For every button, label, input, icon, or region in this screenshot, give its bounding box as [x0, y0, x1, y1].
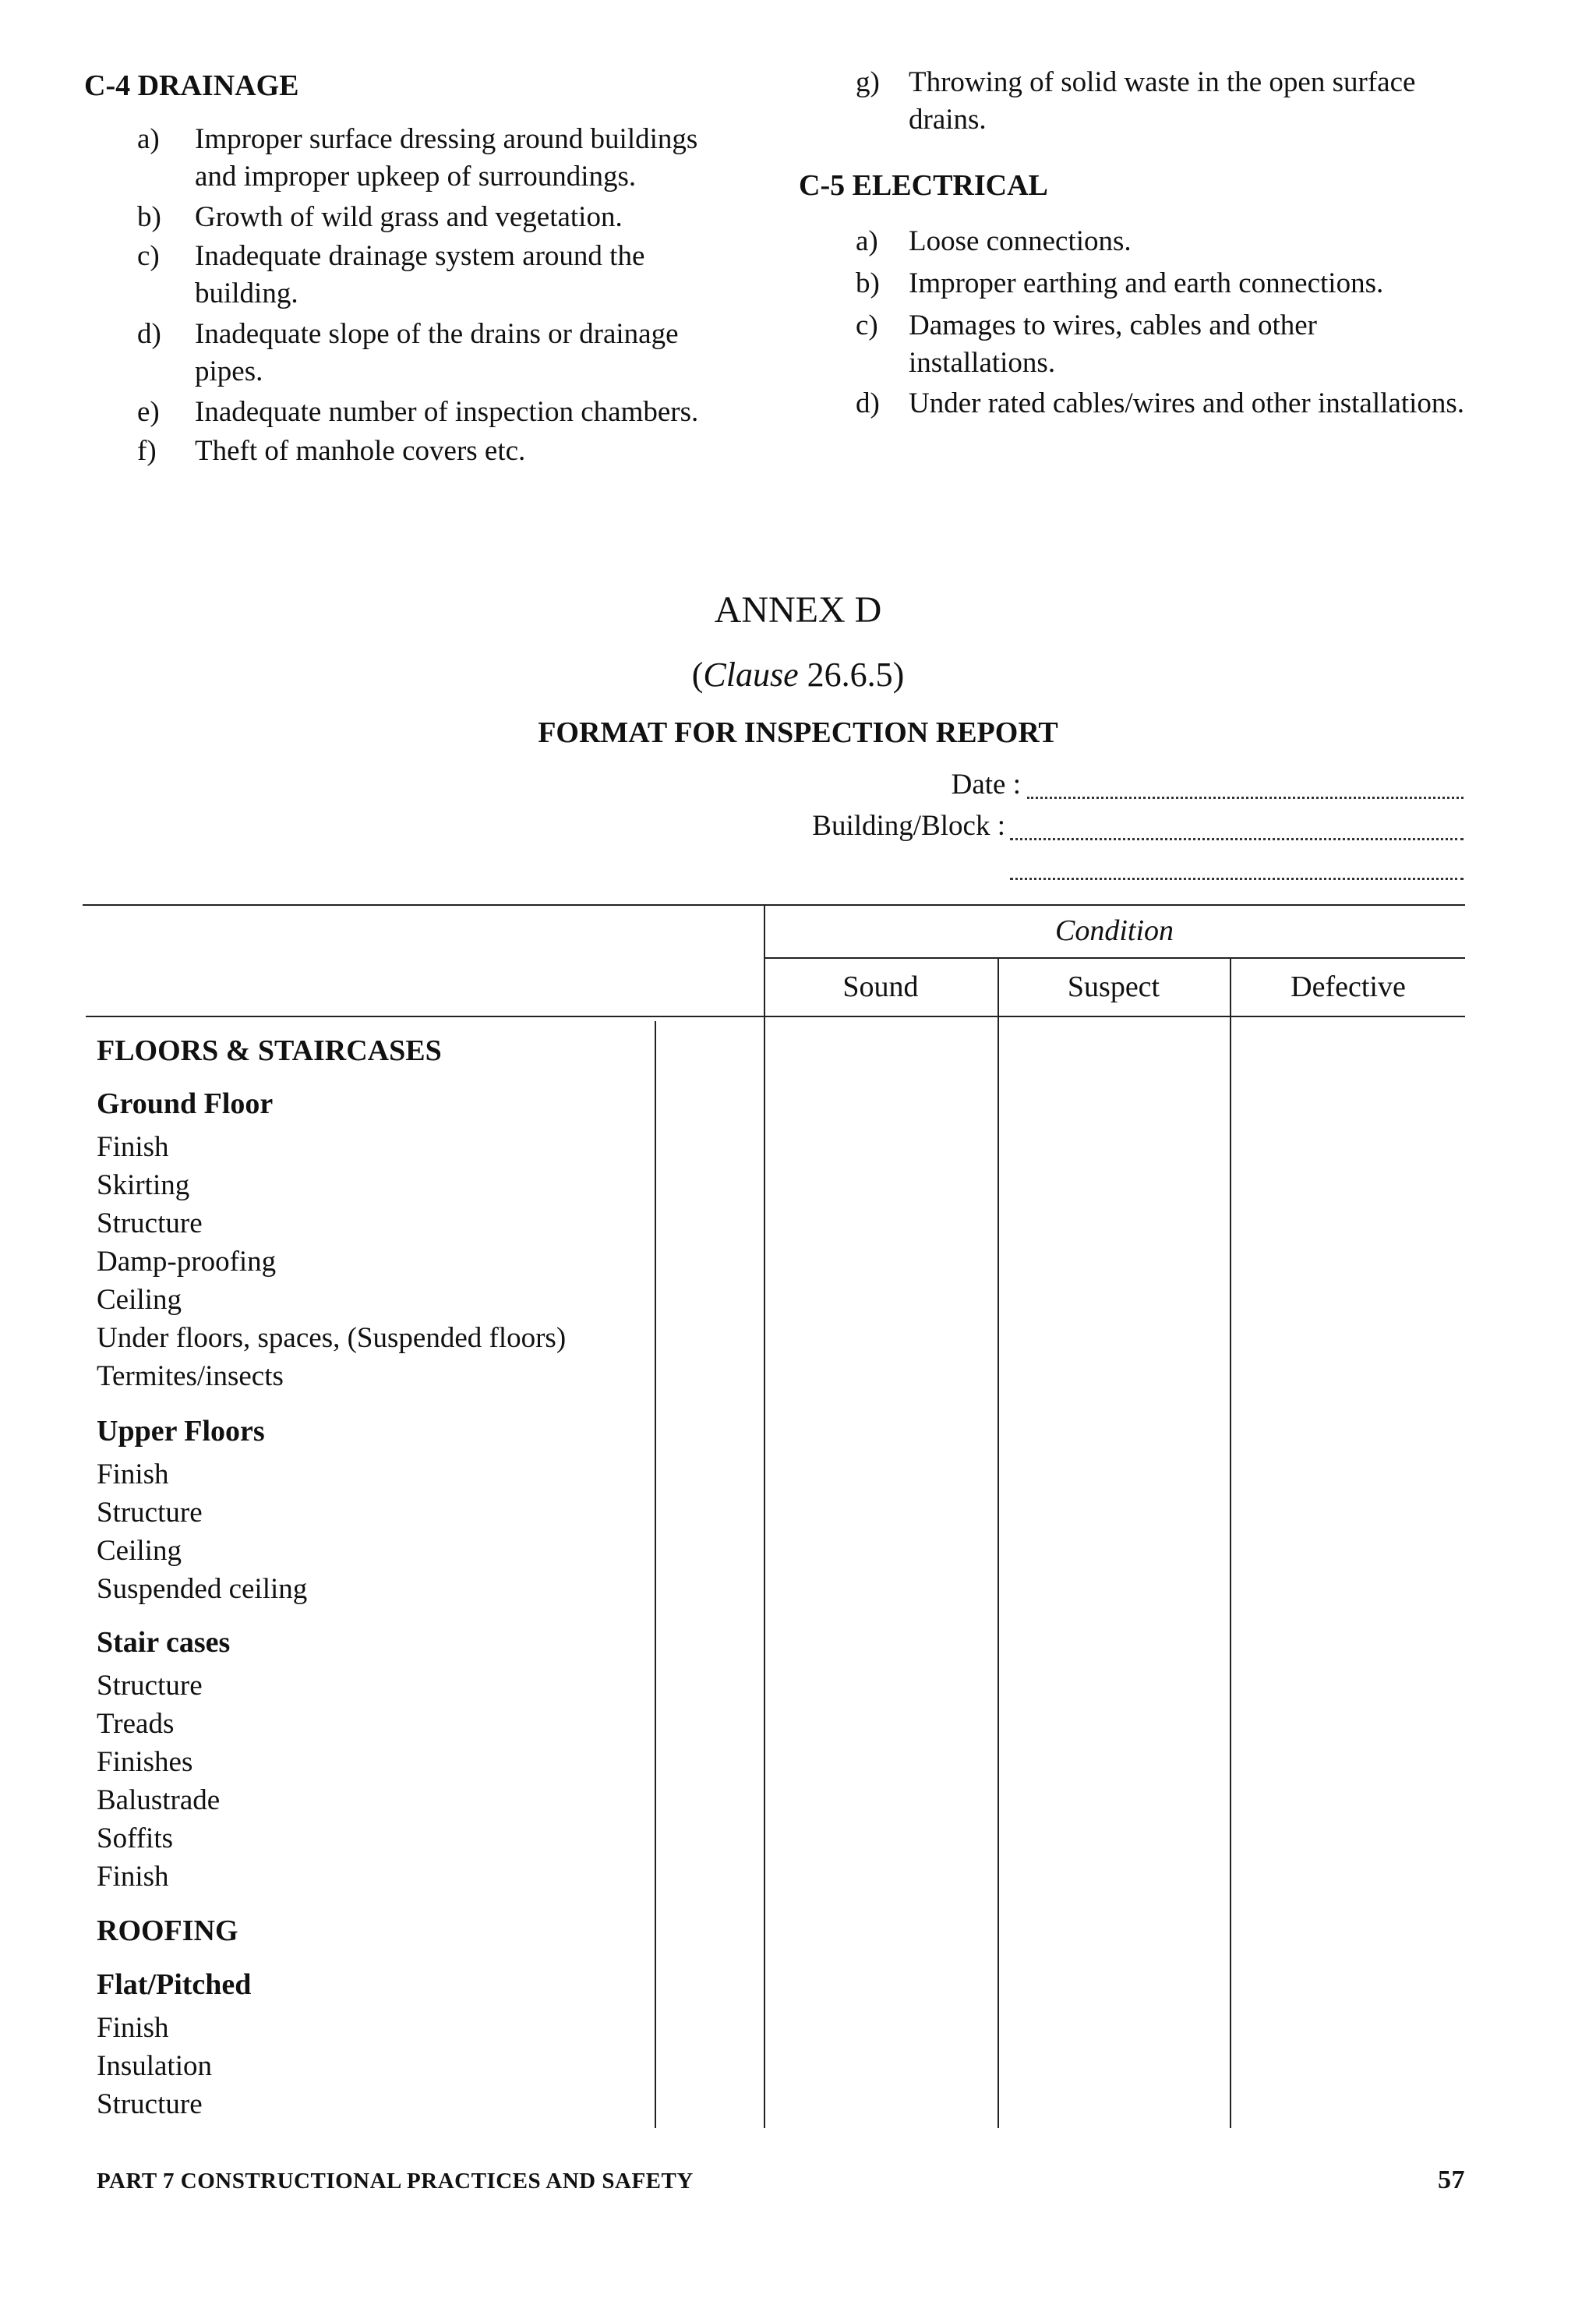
- item-text: Damages to wires, cables and other installations.: [909, 309, 1317, 379]
- table-row: Under floors, spaces, (Suspended floors): [97, 1322, 567, 1354]
- clause-word: Clause: [703, 656, 799, 694]
- item-text: Inadequate slope of the drains or drainage pipes.: [195, 318, 679, 387]
- table-row: Structure: [97, 1670, 203, 1702]
- annex-title: ANNEX D: [714, 589, 882, 631]
- col-divider-defective: [1230, 957, 1231, 2128]
- table-row: Finish: [97, 1458, 169, 1490]
- item-mark: d): [856, 387, 880, 419]
- table-row: Structure: [97, 1497, 203, 1529]
- table-row: Finish: [97, 1131, 169, 1163]
- section-roofing: ROOFING: [97, 1914, 238, 1947]
- table-row: Structure: [97, 2088, 203, 2120]
- table-row: Insulation: [97, 2050, 212, 2082]
- table-row: Structure: [97, 1207, 203, 1239]
- item-text: Under rated cables/wires and other installations.: [909, 387, 1465, 419]
- group-upper-floors: Upper Floors: [97, 1415, 265, 1448]
- footer-part-title: PART 7 CONSTRUCTIONAL PRACTICES AND SAFETY: [97, 2169, 694, 2194]
- item-text: Growth of wild grass and vegetation.: [195, 201, 623, 233]
- c4-heading: C-4 DRAINAGE: [84, 69, 299, 102]
- item-mark: g): [856, 66, 880, 98]
- table-row: Skirting: [97, 1169, 190, 1201]
- clause-number: 26.6.5: [807, 656, 893, 694]
- item-text: Improper surface dressing around buildings and improper upkeep of surroundings.: [195, 123, 698, 193]
- item-text: Loose connections.: [909, 225, 1132, 257]
- col-divider-suspect: [998, 957, 999, 2128]
- c5-heading: C-5 ELECTRICAL: [799, 169, 1048, 202]
- header-bottom-rule: [86, 1016, 1465, 1017]
- item-text: Inadequate number of inspection chambers.: [195, 396, 699, 428]
- item-mark: d): [137, 318, 161, 350]
- col-header-defective: Defective: [1291, 970, 1406, 1003]
- table-row: Suspended ceiling: [97, 1573, 308, 1605]
- item-text: Inadequate drainage system around the building.: [195, 240, 645, 309]
- group-ground-floor: Ground Floor: [97, 1087, 274, 1120]
- item-mark: e): [137, 396, 160, 428]
- date-field[interactable]: [1027, 797, 1464, 799]
- table-row: Soffits: [97, 1822, 174, 1854]
- item-mark: a): [856, 225, 878, 257]
- table-row: Balustrade: [97, 1784, 221, 1816]
- annex-clause: (Clause 26.6.5): [691, 656, 905, 694]
- page-number: 57: [1438, 2165, 1465, 2194]
- section-floors-staircases: FLOORS & STAIRCASES: [97, 1034, 442, 1067]
- item-mark: c): [856, 309, 878, 341]
- item-mark: b): [137, 201, 161, 233]
- condition-rule: [764, 957, 1465, 959]
- table-top-rule: [83, 904, 1465, 906]
- building-field[interactable]: [1010, 838, 1464, 840]
- col-divider-sound: [764, 904, 765, 2128]
- item-mark: c): [137, 240, 160, 272]
- building-field-line2[interactable]: [1010, 878, 1464, 880]
- table-row: Ceiling: [97, 1535, 182, 1567]
- date-label: Date :: [951, 769, 1021, 801]
- table-row: Finish: [97, 2012, 169, 2044]
- table-row: Finishes: [97, 1746, 193, 1778]
- col-divider-item: [655, 1021, 656, 2128]
- item-mark: a): [137, 123, 160, 155]
- format-title: FORMAT FOR INSPECTION REPORT: [538, 716, 1058, 749]
- table-row: Ceiling: [97, 1284, 182, 1316]
- item-mark: b): [856, 267, 880, 299]
- group-stair-cases: Stair cases: [97, 1626, 231, 1659]
- col-header-suspect: Suspect: [1067, 970, 1160, 1003]
- item-text: Improper earthing and earth connections.: [909, 267, 1384, 299]
- col-header-sound: Sound: [842, 970, 919, 1003]
- table-row: Treads: [97, 1708, 175, 1740]
- condition-header: Condition: [1054, 914, 1174, 947]
- item-text: Throwing of solid waste in the open surface drains.: [909, 66, 1416, 136]
- c4-item-a: [84, 121, 747, 199]
- group-flat-pitched: Flat/Pitched: [97, 1968, 252, 2001]
- table-row: Termites/insects: [97, 1360, 284, 1392]
- table-row: Damp-proofing: [97, 1246, 277, 1278]
- item-mark: f): [137, 435, 157, 467]
- item-text: Theft of manhole covers etc.: [195, 435, 526, 467]
- table-row: Finish: [97, 1861, 169, 1893]
- building-label: Building/Block :: [812, 810, 1005, 842]
